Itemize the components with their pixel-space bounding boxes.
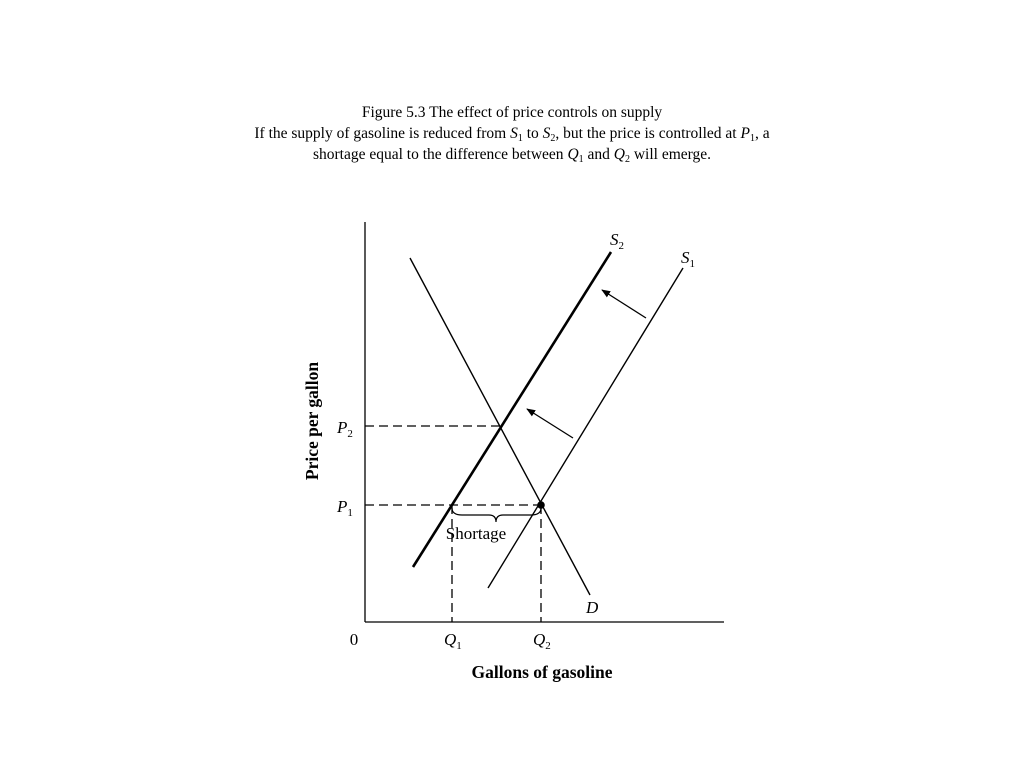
shortage-brace xyxy=(452,508,541,522)
supply-curve-s2 xyxy=(413,252,611,567)
p2-axis-label: $P_2$ xyxy=(337,418,353,440)
q1-axis-label: $Q_1$ xyxy=(444,630,462,652)
q2-axis-label: $Q_2$ xyxy=(533,630,551,652)
controlled-price-point xyxy=(537,501,545,509)
shift-arrow-lower xyxy=(527,409,573,438)
y-axis-label: Price per gallon xyxy=(302,361,322,481)
supply-curve-s1 xyxy=(488,268,683,588)
s1-curve-label: $S_1$ xyxy=(681,248,695,270)
demand-label: D xyxy=(586,598,599,617)
s2-curve-label: $S_2$ xyxy=(610,230,624,252)
shortage-label: Shortage xyxy=(445,524,507,543)
origin-label: 0 xyxy=(349,630,359,649)
x-axis-label: Gallons of gasoline xyxy=(471,662,613,682)
caption-line-2: shortage equal to the difference between $Q_1$ and $Q_2$ will emerge. xyxy=(312,146,712,165)
shift-arrow-upper xyxy=(602,290,646,318)
caption-line-1: If the supply of gasoline is reduced from $S_1$ to $S_2$, but the price is controlled at $P_1$, a xyxy=(254,125,770,144)
p1-axis-label: $P_1$ xyxy=(337,497,353,519)
caption-title: Figure 5.3 The effect of price controls on supply xyxy=(361,104,663,121)
